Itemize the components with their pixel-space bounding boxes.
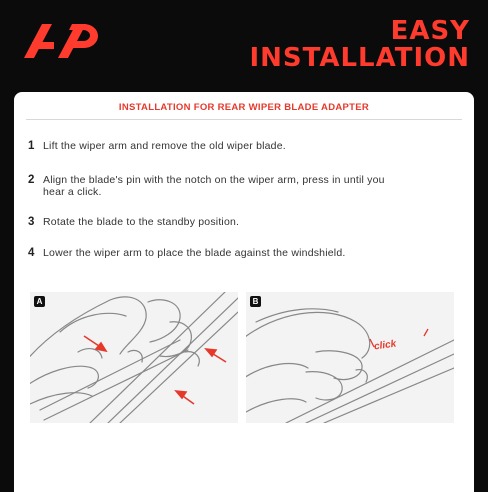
step-number: 4 <box>28 247 35 259</box>
step-number: 1 <box>28 140 35 152</box>
step-text: Lift the wiper arm and remove the old wiper blade. <box>43 140 286 152</box>
step-1 <box>28 140 403 152</box>
headline-line-2: INSTALLATION <box>249 43 470 73</box>
card-title: INSTALLATION FOR REAR WIPER BLADE ADAPTER <box>118 102 370 113</box>
step-number: 2 <box>28 174 35 186</box>
illustration-panel-b <box>246 292 454 423</box>
panel-badge: A <box>34 296 45 307</box>
illustration-panel-a <box>30 292 238 423</box>
step-text: Align the blade's pin with the notch on the wiper arm, press in until you hear a click. <box>43 174 385 198</box>
click-annotation: click <box>373 338 397 353</box>
step-3 <box>28 216 403 228</box>
headline <box>249 18 470 72</box>
step-number: 3 <box>28 216 35 228</box>
panel-badge: B <box>250 296 261 307</box>
header <box>0 0 488 92</box>
wiper-illustration-a-icon <box>30 292 238 423</box>
instruction-card <box>14 92 474 492</box>
step-text: Rotate the blade to the standby position. <box>43 216 240 228</box>
wiper-illustration-b-icon <box>246 292 454 423</box>
step-text: Lower the wiper arm to place the blade against the windshield. <box>43 247 346 259</box>
brand-logo-icon <box>22 20 102 62</box>
step-4 <box>28 247 403 259</box>
headline-line-1: EASY <box>390 16 470 46</box>
divider <box>26 119 462 120</box>
step-2 <box>28 174 403 198</box>
